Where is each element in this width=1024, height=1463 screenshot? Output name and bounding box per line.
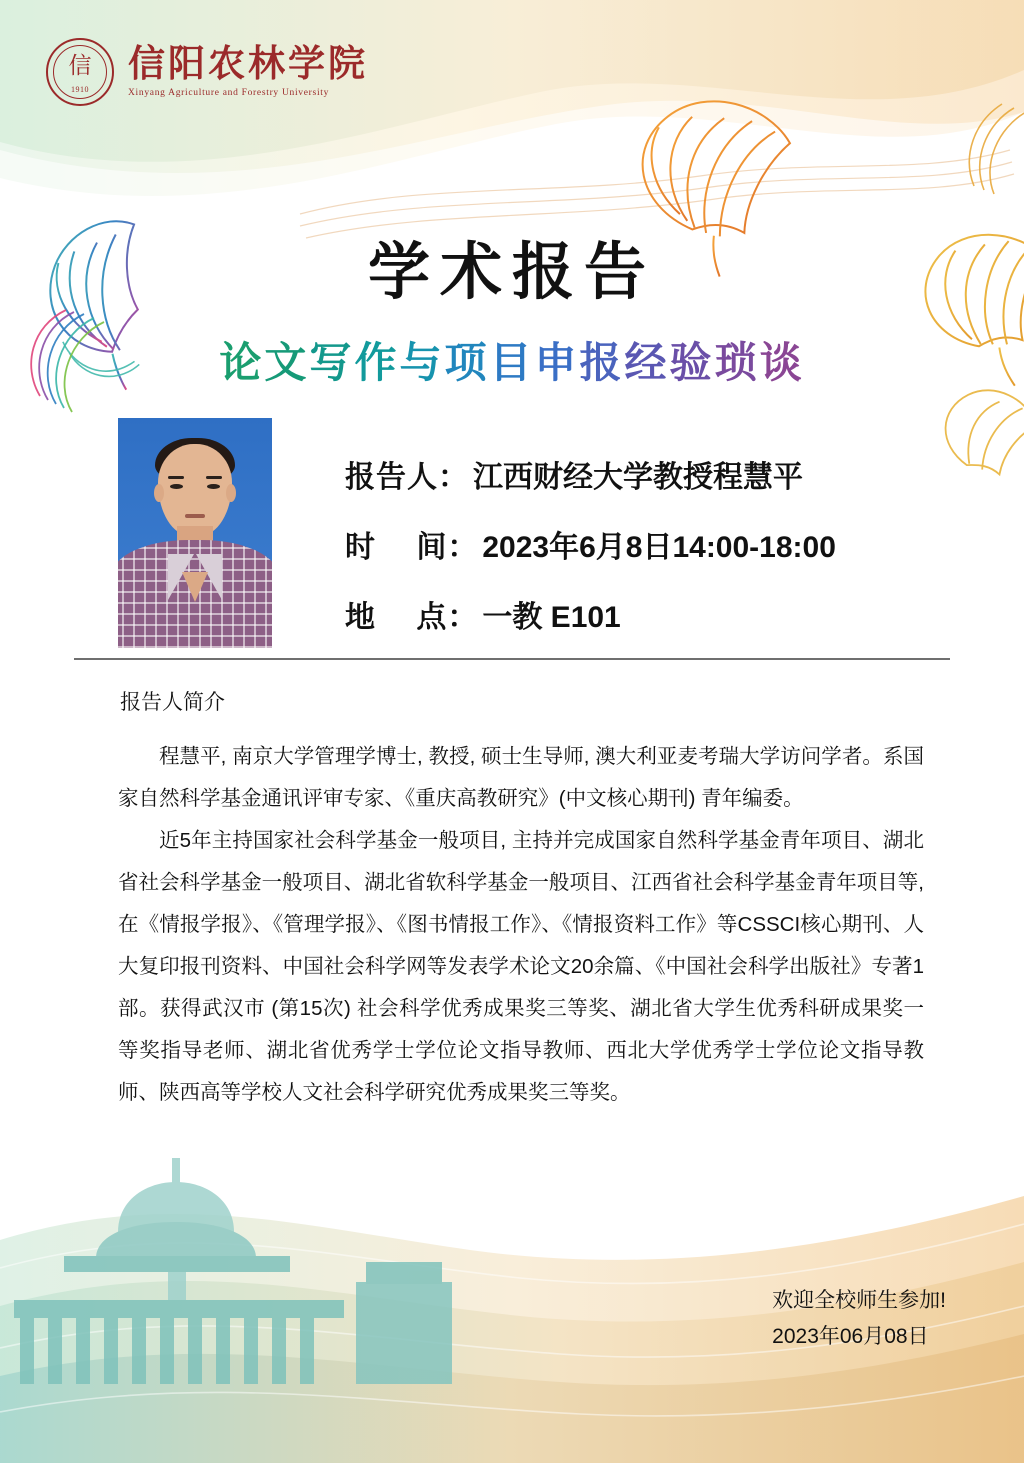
logo-text xyxy=(128,46,368,98)
info-label-speaker: 报告人： xyxy=(345,461,469,494)
logo-seal-year: 1910 xyxy=(71,85,89,94)
bio-paragraph: 程慧平, 南京大学管理学博士, 教授, 硕士生导师, 澳大利亚麦考瑞大学访问学者。系国家自然科学基金通讯评审专家、《重庆高教研究》(中文核心期刊) 青年编委。 xyxy=(118,745,924,810)
logo-name-cn: 信阳农林学院 xyxy=(128,44,368,86)
portrait-eye-left xyxy=(170,484,183,489)
logo-seal-glyph: 信 xyxy=(68,53,92,78)
info-row-speaker xyxy=(345,452,836,496)
portrait-brow-right xyxy=(206,476,222,479)
bio-paragraph: 近5年主持国家社会科学基金一般项目, 主持并完成国家自然科学基金青年项目、湖北省社会科学基金一般项目、湖北省软科学基金一般项目、江西省社会科学基金青年项目等, 在《情报学报》、《管理学报》、《图书情报工作》、《情报资料工作》等CSSCI核心期刊、人大复印报刊资料、中国社会科学网等发表学术论文20余篇、《中国社会科学出版社》专著1部。获得武汉市 (第15次) 社会科学优秀成果奖三等奖、湖北省大学生优秀科研成果奖一等奖指导老师、湖北省优秀学士学位论文指导教师、西北大学优秀学士学位论文指导教师、陕西高等学校人文社会科学研究优秀成果奖三等奖。 xyxy=(118,829,924,1104)
page-title: 学术报告 xyxy=(367,238,656,307)
bio-heading: 报告人简介 xyxy=(120,691,225,714)
portrait-ear-left xyxy=(154,484,164,502)
logo-seal-icon xyxy=(46,38,114,106)
poster-footer xyxy=(772,1283,946,1355)
bio-body xyxy=(118,736,924,1114)
info-row-location xyxy=(345,592,836,636)
portrait-eye-right xyxy=(207,484,220,489)
portrait-face xyxy=(158,444,232,536)
section-divider xyxy=(74,658,950,660)
info-value-speaker: 江西财经大学教授程慧平 xyxy=(473,461,803,494)
info-value-location: 一教 E101 xyxy=(482,601,621,634)
footer-welcome: 欢迎全校师生参加! xyxy=(772,1289,946,1312)
info-label-location: 地 点： xyxy=(345,601,479,634)
page-subtitle: 论文写作与项目申报经验琐谈 xyxy=(219,339,805,386)
speaker-portrait xyxy=(118,418,272,648)
event-info xyxy=(345,452,836,662)
info-label-time: 时 间： xyxy=(345,531,479,564)
portrait-mouth xyxy=(185,514,205,518)
logo-name-en: Xinyang Agriculture and Forestry University xyxy=(128,87,330,98)
university-logo xyxy=(46,38,368,106)
info-row-time xyxy=(345,522,836,566)
portrait-brow-left xyxy=(168,476,184,479)
portrait-ear-right xyxy=(226,484,236,502)
footer-date: 2023年06月08日 xyxy=(772,1325,929,1348)
info-value-time: 2023年6月8日14:00-18:00 xyxy=(482,531,836,564)
